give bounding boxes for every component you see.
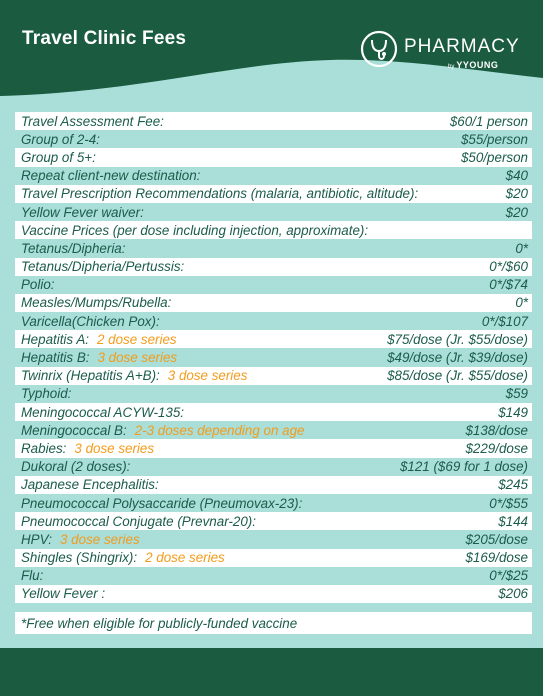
- fee-row-left: [21, 586, 105, 601]
- fee-label: Hepatitis B:: [21, 350, 90, 366]
- fee-row: [15, 494, 532, 512]
- fee-row-left: [21, 150, 96, 165]
- fee-row-left: [21, 332, 177, 347]
- fee-label: Meningococcal ACYW-135:: [21, 404, 184, 420]
- fee-label: Flu:: [21, 568, 44, 584]
- fee-row: [15, 530, 532, 548]
- fee-price: $20: [505, 186, 528, 202]
- fee-row-left: [21, 532, 140, 547]
- fee-row: [15, 130, 532, 148]
- logo-brand: YYOUNG: [456, 60, 499, 70]
- footnote: *Free when eligible for publicly-funded vaccine: [15, 612, 532, 634]
- fee-label: Hepatitis A:: [21, 331, 89, 347]
- fee-row: [15, 476, 532, 494]
- fee-row-left: [21, 550, 225, 565]
- fee-row: [15, 549, 532, 567]
- fee-row-left: [21, 277, 55, 292]
- fee-row: [15, 367, 532, 385]
- fee-label: Tetanus/Dipheria/Pertussis:: [21, 259, 185, 275]
- fee-row: [15, 112, 532, 130]
- dose-series-note: 3 dose series: [167, 368, 248, 384]
- fee-row-left: [21, 423, 304, 438]
- fee-label: Pneumococcal Conjugate (Prevnar-20):: [21, 513, 256, 529]
- dose-series-note: 3 dose series: [74, 440, 155, 456]
- fee-row-left: [21, 132, 100, 147]
- fee-row-left: [21, 477, 159, 492]
- fee-row: [15, 185, 532, 203]
- fee-row: [15, 148, 532, 166]
- fee-row: [15, 330, 532, 348]
- fee-price: 0*/$107: [481, 313, 528, 329]
- fee-label: Group of 2-4:: [21, 131, 100, 147]
- fee-label: Pneumococcal Polysaccaride (Pneumovax-23):: [21, 495, 303, 511]
- fee-label: Dukoral (2 doses):: [21, 459, 131, 475]
- fee-row: [15, 385, 532, 403]
- fee-price: $229/dose: [465, 440, 528, 456]
- fee-price: $40: [505, 168, 528, 184]
- logo-by: by: [448, 64, 455, 70]
- fee-row: [15, 585, 532, 603]
- fee-row-left: [21, 496, 302, 511]
- fee-price: $144: [498, 513, 528, 529]
- pharmacy-logo: [360, 30, 530, 78]
- fee-price: $49/dose (Jr. $39/dose): [387, 350, 528, 366]
- fee-price: 0*: [515, 240, 528, 256]
- fee-price: $75/dose (Jr. $55/dose): [387, 331, 528, 347]
- stethoscope-logo-icon: [360, 30, 398, 68]
- fee-label: Shingles (Shingrix):: [21, 550, 138, 566]
- fee-price: $149: [498, 404, 528, 420]
- fee-row: [15, 239, 532, 257]
- header-banner: [0, 0, 543, 110]
- fee-row-left: [21, 295, 171, 310]
- fee-price: 0*: [515, 295, 528, 311]
- fee-row-left: [21, 114, 164, 129]
- dose-series-note: 3 dose series: [60, 531, 140, 547]
- fee-label: Measles/Mumps/Rubella:: [21, 295, 172, 311]
- fee-price: $60/1 person: [449, 113, 528, 129]
- page-title: Travel Clinic Fees: [22, 28, 187, 49]
- fee-row: [15, 421, 532, 439]
- fee-label: Polio:: [21, 277, 55, 293]
- fee-label: Yellow Fever :: [21, 586, 106, 602]
- fee-row: [15, 458, 532, 476]
- fee-label: Typhoid:: [21, 386, 72, 402]
- fee-row: [15, 312, 532, 330]
- dose-series-note: 2 dose series: [96, 331, 177, 347]
- fee-row-left: [21, 241, 125, 256]
- fee-label: Japanese Encephalitis:: [21, 477, 159, 493]
- fee-price: $206: [498, 586, 528, 602]
- fee-price: $121 ($69 for 1 dose): [399, 459, 528, 475]
- fee-price: 0*/$60: [489, 259, 528, 275]
- fee-label: Vaccine Prices (per dose including injection, approximate):: [21, 222, 369, 238]
- fee-price: $169/dose: [465, 550, 528, 566]
- fee-price: $59: [505, 386, 528, 402]
- fee-table: [15, 112, 532, 621]
- fee-row: [15, 512, 532, 530]
- fee-price: 0*/$55: [489, 495, 528, 511]
- fee-row: [15, 403, 532, 421]
- fee-row: [15, 203, 532, 221]
- fee-price: $205/dose: [465, 531, 528, 547]
- fee-row-left: [21, 314, 160, 329]
- fee-price: $50/person: [460, 149, 528, 165]
- fee-price: 0*/$74: [489, 277, 528, 293]
- fee-label: Meningococcal B:: [21, 422, 127, 438]
- dose-series-note: 3 dose series: [97, 350, 178, 366]
- fee-row-left: [21, 514, 256, 529]
- footer-bar: [0, 648, 543, 696]
- fee-row: [15, 439, 532, 457]
- fee-row-left: [21, 459, 130, 474]
- fee-row-left: [21, 350, 177, 365]
- fee-label: Group of 5+:: [21, 149, 96, 165]
- fee-row-left: [21, 186, 418, 201]
- fee-row-left: [21, 205, 144, 220]
- fee-row-left: [21, 405, 184, 420]
- fee-row: [15, 258, 532, 276]
- fee-row-left: [21, 168, 200, 183]
- fee-price: $85/dose (Jr. $55/dose): [387, 368, 528, 384]
- fee-row-left: [21, 386, 71, 401]
- fee-row: [15, 167, 532, 185]
- fee-label: Travel Prescription Recommendations (malaria, antibiotic, altitude):: [21, 186, 419, 202]
- fee-price: 0*/$25: [489, 568, 528, 584]
- fee-label: Twinrix (Hepatitis A+B):: [21, 368, 160, 384]
- dose-series-note: 2-3 doses depending on age: [134, 422, 305, 438]
- fee-row-left: [21, 368, 247, 383]
- dose-series-note: 2 dose series: [145, 550, 225, 566]
- fee-row: [15, 221, 532, 239]
- fee-label: Repeat client-new destination:: [21, 168, 201, 184]
- fee-price: $20: [505, 204, 528, 220]
- fee-row-left: [21, 568, 43, 583]
- fee-label: Varicella(Chicken Pox):: [21, 313, 160, 329]
- fee-price: $138/dose: [465, 422, 528, 438]
- logo-subtext: [448, 60, 498, 70]
- fee-row-left: [21, 441, 154, 456]
- fee-row: [15, 348, 532, 366]
- fee-price: $55/person: [460, 131, 528, 147]
- fee-row: [15, 294, 532, 312]
- fee-label: HPV:: [21, 531, 53, 547]
- fee-label: Travel Assessment Fee:: [21, 113, 164, 129]
- fee-row: [15, 276, 532, 294]
- fee-price: $245: [498, 477, 528, 493]
- fee-row-left: [21, 223, 368, 238]
- fee-label: Rabies:: [21, 440, 67, 456]
- fee-label: Tetanus/Dipheria:: [21, 240, 126, 256]
- logo-text: PHARMACY: [404, 36, 520, 57]
- fee-row-left: [21, 259, 184, 274]
- fee-label: Yellow Fever waiver:: [21, 204, 144, 220]
- fee-row: [15, 567, 532, 585]
